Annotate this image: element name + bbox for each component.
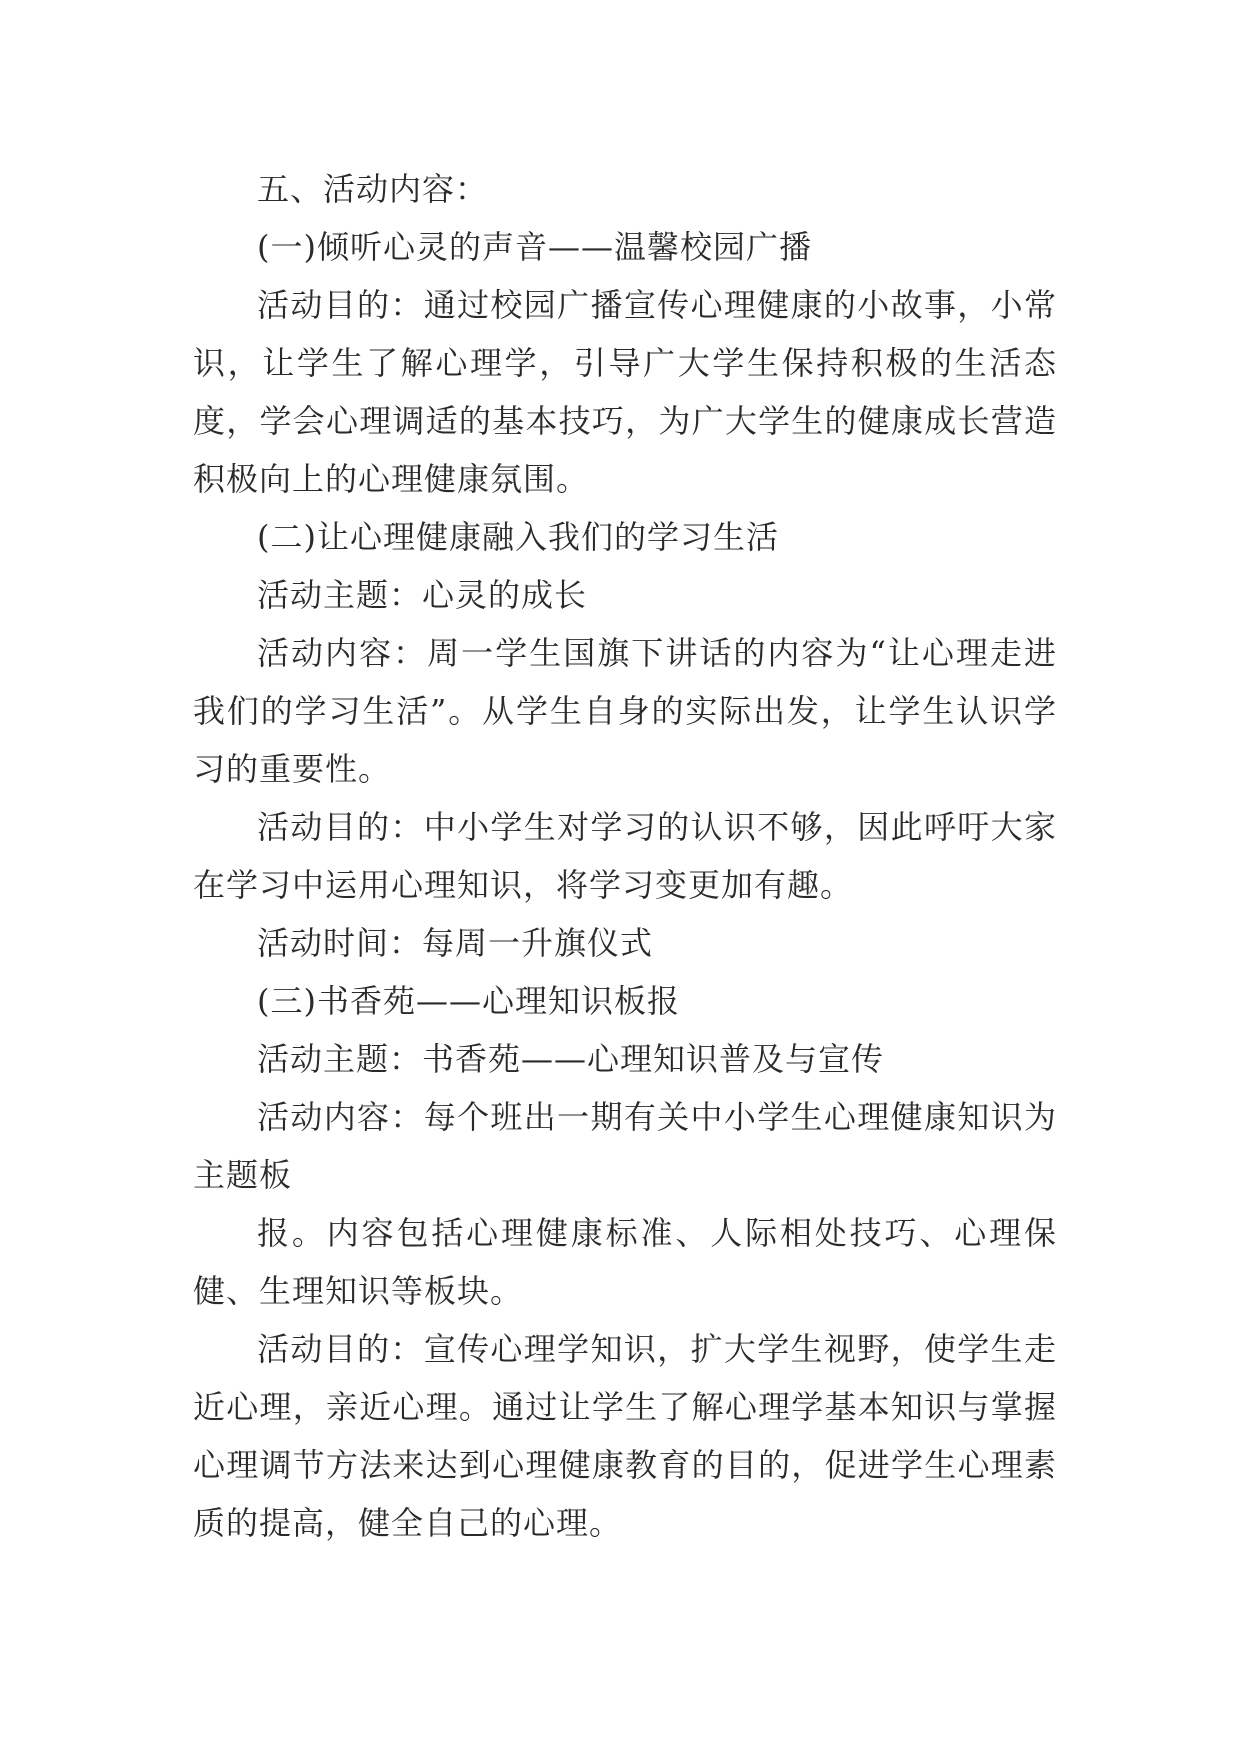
paragraph-purpose-1: 活动目的：通过校园广播宣传心理健康的小故事，小常识，让学生了解心理学，引导广大学生保持积极的生活态度，学会心理调适的基本技巧，为广大学生的健康成长营造积极向上的心理健康氛围。 [193,286,1057,498]
paragraph-content-2: 活动内容：周一学生国旗下讲话的内容为“让心理走进我们的学习生活”。从学生自身的实际出发，让学生认识学习的重要性。 [193,634,1057,788]
subsection-heading-3: (三)书香苑——心理知识板报 [257,982,680,1020]
paragraph-content-3-continued: 报。内容包括心理健康标准、人际相处技巧、心理保健、生理知识等板块。 [193,1214,1057,1310]
paragraph-time-2: 活动时间：每周一升旗仪式 [257,924,654,962]
paragraph-purpose-2: 活动目的：中小学生对学习的认识不够，因此呼吁大家在学习中运用心理知识，将学习变更加有趣。 [193,808,1057,904]
subsection-heading-1: (一)倾听心灵的声音——温馨校园广播 [257,228,812,266]
subsection-heading-2: (二)让心理健康融入我们的学习生活 [257,518,779,556]
section-heading: 五、活动内容： [257,170,489,208]
paragraph-purpose-3: 活动目的：宣传心理学知识，扩大学生视野，使学生走近心理，亲近心理。通过让学生了解心理学基本知识与掌握心理调节方法来达到心理健康教育的目的，促进学生心理素质的提高，健全自己的心理。 [193,1330,1057,1542]
paragraph-theme-3: 活动主题：书香苑——心理知识普及与宣传 [257,1040,885,1078]
paragraph-content-3: 活动内容：每个班出一期有关中小学生心理健康知识为主题板 [193,1098,1057,1194]
paragraph-theme-2: 活动主题：心灵的成长 [257,576,588,614]
document-body [193,160,1057,1552]
